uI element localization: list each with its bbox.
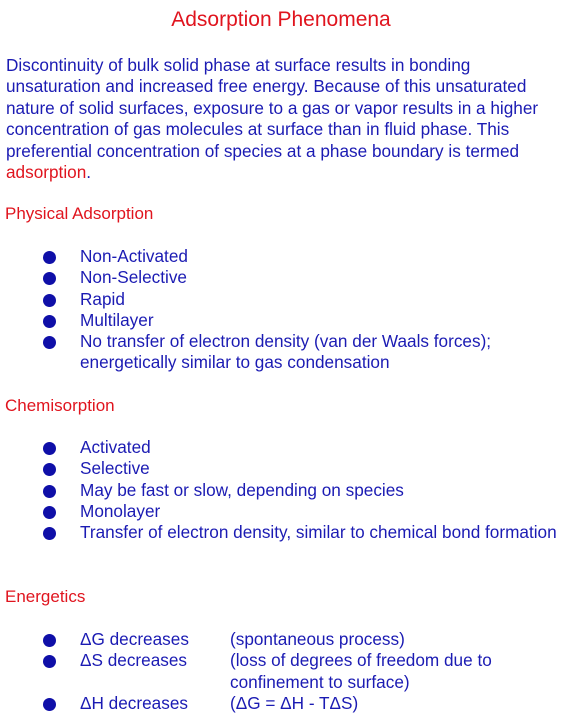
- intro-term: adsorption: [6, 162, 87, 183]
- bullet-icon: [43, 655, 56, 668]
- energetics-note: (ΔG = ΔH - TΔS): [230, 692, 359, 713]
- intro-paragraph: [6, 55, 558, 183]
- bullet-icon: [43, 315, 56, 328]
- list-item: [0, 480, 560, 501]
- list-item: [0, 522, 560, 543]
- bullet-icon: [43, 634, 56, 647]
- list-item: [0, 331, 560, 374]
- section-heading-physical: Physical Adsorption: [5, 204, 154, 223]
- list-item: [0, 458, 560, 479]
- list-item: [0, 501, 560, 522]
- bullet-icon: [43, 527, 56, 540]
- bullet-icon: [43, 294, 56, 307]
- bullet-icon: [43, 442, 56, 455]
- section-heading-chemisorption: Chemisorption: [5, 396, 115, 415]
- energetics-note: (loss of degrees of freedom due to confinement to surface): [230, 650, 492, 692]
- energetics-label: ΔH decreases: [80, 692, 188, 713]
- list-item-text: Selective: [80, 458, 150, 479]
- bullet-icon: [43, 251, 56, 264]
- intro-text: Discontinuity of bulk solid phase at surface results in bonding unsaturation and increased free energy. Because of this unsaturated nature of solid surfaces, exposure to a gas or vapor results in a higher concentration of gas molecules at surface than in fluid phase. This preferential concentration of species at a phase boundary is termed: [6, 55, 539, 161]
- list-item: [0, 289, 560, 310]
- bullet-icon: [43, 272, 56, 285]
- list-item: [0, 267, 560, 288]
- energetics-list: [0, 629, 560, 714]
- chemisorption-list: [0, 437, 560, 543]
- section-heading-energetics: Energetics: [5, 587, 86, 606]
- bullet-icon: [43, 485, 56, 498]
- list-item-text: No transfer of electron density (van der Waals forces); energetically similar to gas condensation: [80, 331, 492, 373]
- bullet-icon: [43, 698, 56, 711]
- list-item: [0, 437, 560, 458]
- energetics-note: (spontaneous process): [230, 629, 405, 649]
- list-item: [0, 629, 560, 650]
- bullet-icon: [43, 506, 56, 519]
- intro-end: .: [86, 162, 92, 183]
- list-item: [0, 650, 560, 693]
- list-item-text: Activated: [80, 437, 151, 457]
- bullet-icon: [43, 463, 56, 476]
- energetics-label: ΔG decreases: [80, 629, 189, 649]
- list-item-text: Rapid: [80, 288, 125, 309]
- physical-list: [0, 246, 560, 374]
- list-item-text: Monolayer: [80, 500, 161, 521]
- list-item: [0, 693, 560, 714]
- list-item-text: Non-Activated: [80, 246, 188, 266]
- energetics-label: ΔS decreases: [80, 650, 188, 671]
- page-title: Adsorption Phenomena: [171, 8, 391, 31]
- list-item-text: May be fast or slow, depending on species: [80, 479, 404, 500]
- list-item: [0, 310, 560, 331]
- list-item-text: Transfer of electron density, similar to chemical bond formation: [80, 522, 557, 543]
- bullet-icon: [43, 336, 56, 349]
- list-item: [0, 246, 560, 267]
- list-item-text: Multilayer: [80, 309, 154, 330]
- list-item-text: Non-Selective: [80, 267, 187, 288]
